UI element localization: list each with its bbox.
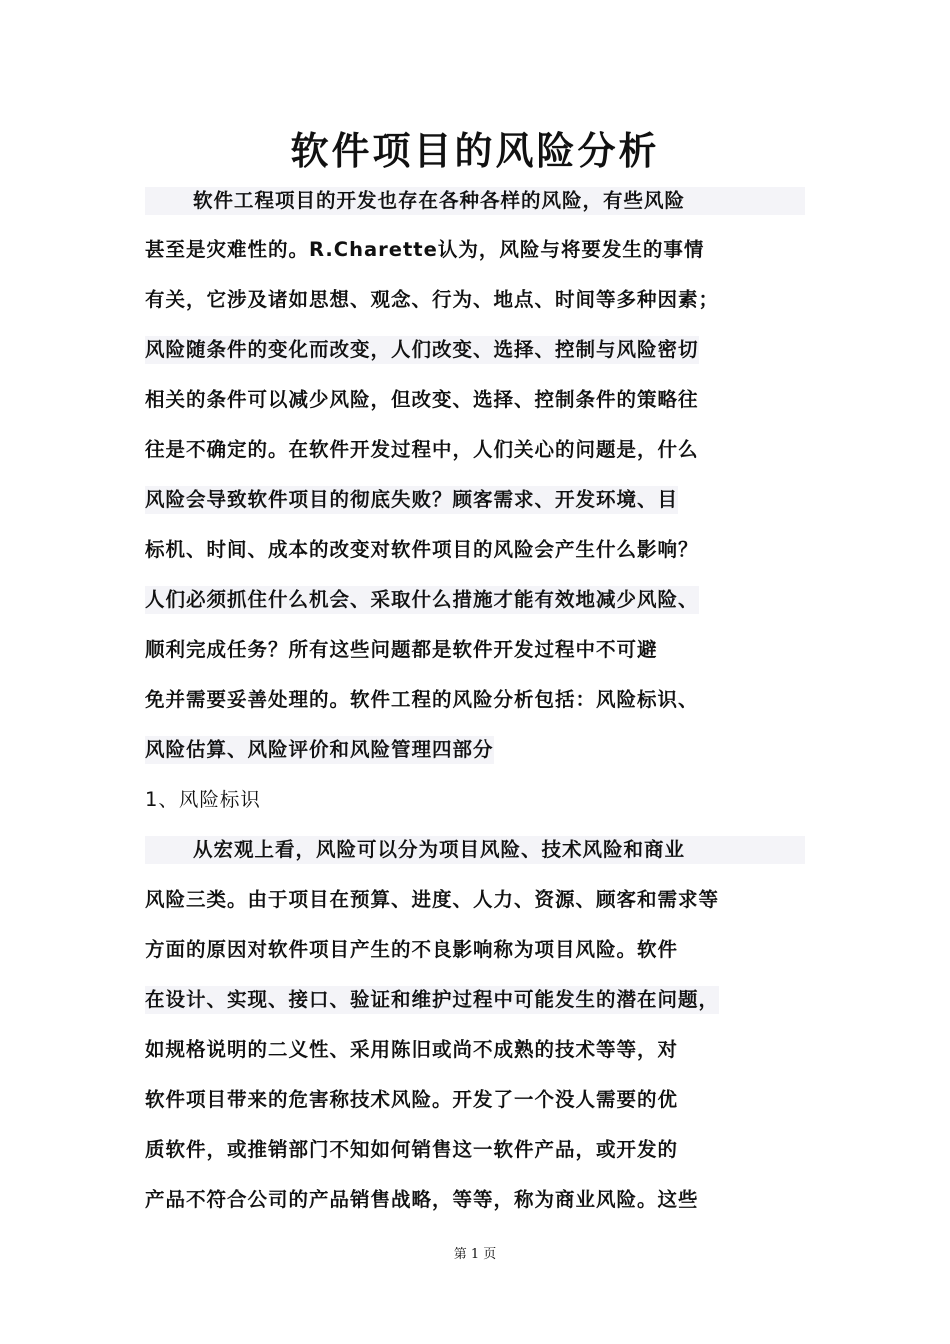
paragraph-line: 软件项目带来的危害称技术风险。开发了一个没人需要的优 — [145, 1088, 679, 1111]
section-heading: 1、风险标识 — [145, 788, 261, 811]
paragraph-line: 如规格说明的二义性、采用陈旧或尚不成熟的技术等等，对 — [145, 1038, 679, 1061]
paragraph-line: 顺利完成任务？所有这些问题都是软件开发过程中不可避 — [145, 638, 658, 661]
paragraph-line: 方面的原因对软件项目产生的不良影响称为项目风险。软件 — [145, 938, 679, 961]
paragraph-line: 软件工程项目的开发也存在各种各样的风险，有些风险 — [145, 187, 805, 215]
paragraph-line: 风险三类。由于项目在预算、进度、人力、资源、顾客和需求等 — [145, 888, 720, 911]
paragraph-line: 风险随条件的变化而改变，人们改变、选择、控制与风险密切 — [145, 336, 699, 364]
paragraph-line: 标机、时间、成本的改变对软件项目的风险会产生什么影响？ — [145, 538, 699, 561]
page-number: 第 1 页 — [453, 1247, 497, 1262]
paragraph-line: 人们必须抓住什么机会、采取什么措施才能有效地减少风险、 — [145, 586, 699, 614]
paragraph-line: 质软件，或推销部门不知如何销售这一软件产品，或开发的 — [145, 1138, 679, 1161]
paragraph-line: 往是不确定的。在软件开发过程中，人们关心的问题是，什么 — [145, 438, 699, 461]
paragraph-line: 风险估算、风险评价和风险管理四部分 — [145, 736, 494, 764]
paragraph-line: 产品不符合公司的产品销售战略，等等，称为商业风险。这些 — [145, 1188, 699, 1211]
paragraph-line: 风险会导致软件项目的彻底失败？顾客需求、开发环境、目 — [145, 486, 678, 514]
paragraph-line: 免并需要妥善处理的。软件工程的风险分析包括：风险标识、 — [145, 688, 699, 711]
paragraph-line: 甚至是灾难性的。R.Charette认为，风险与将要发生的事情 — [145, 238, 705, 261]
paragraph-line: 有关，它涉及诸如思想、观念、行为、地点、时间等多种因素； — [145, 288, 720, 311]
paragraph-line: 在设计、实现、接口、验证和维护过程中可能发生的潜在问题， — [145, 986, 719, 1014]
paragraph-line: 相关的条件可以减少风险，但改变、选择、控制条件的策略往 — [145, 388, 699, 411]
document-title: 软件项目的风险分析 — [290, 129, 660, 173]
paragraph-line: 从宏观上看，风险可以分为项目风险、技术风险和商业 — [145, 836, 805, 864]
